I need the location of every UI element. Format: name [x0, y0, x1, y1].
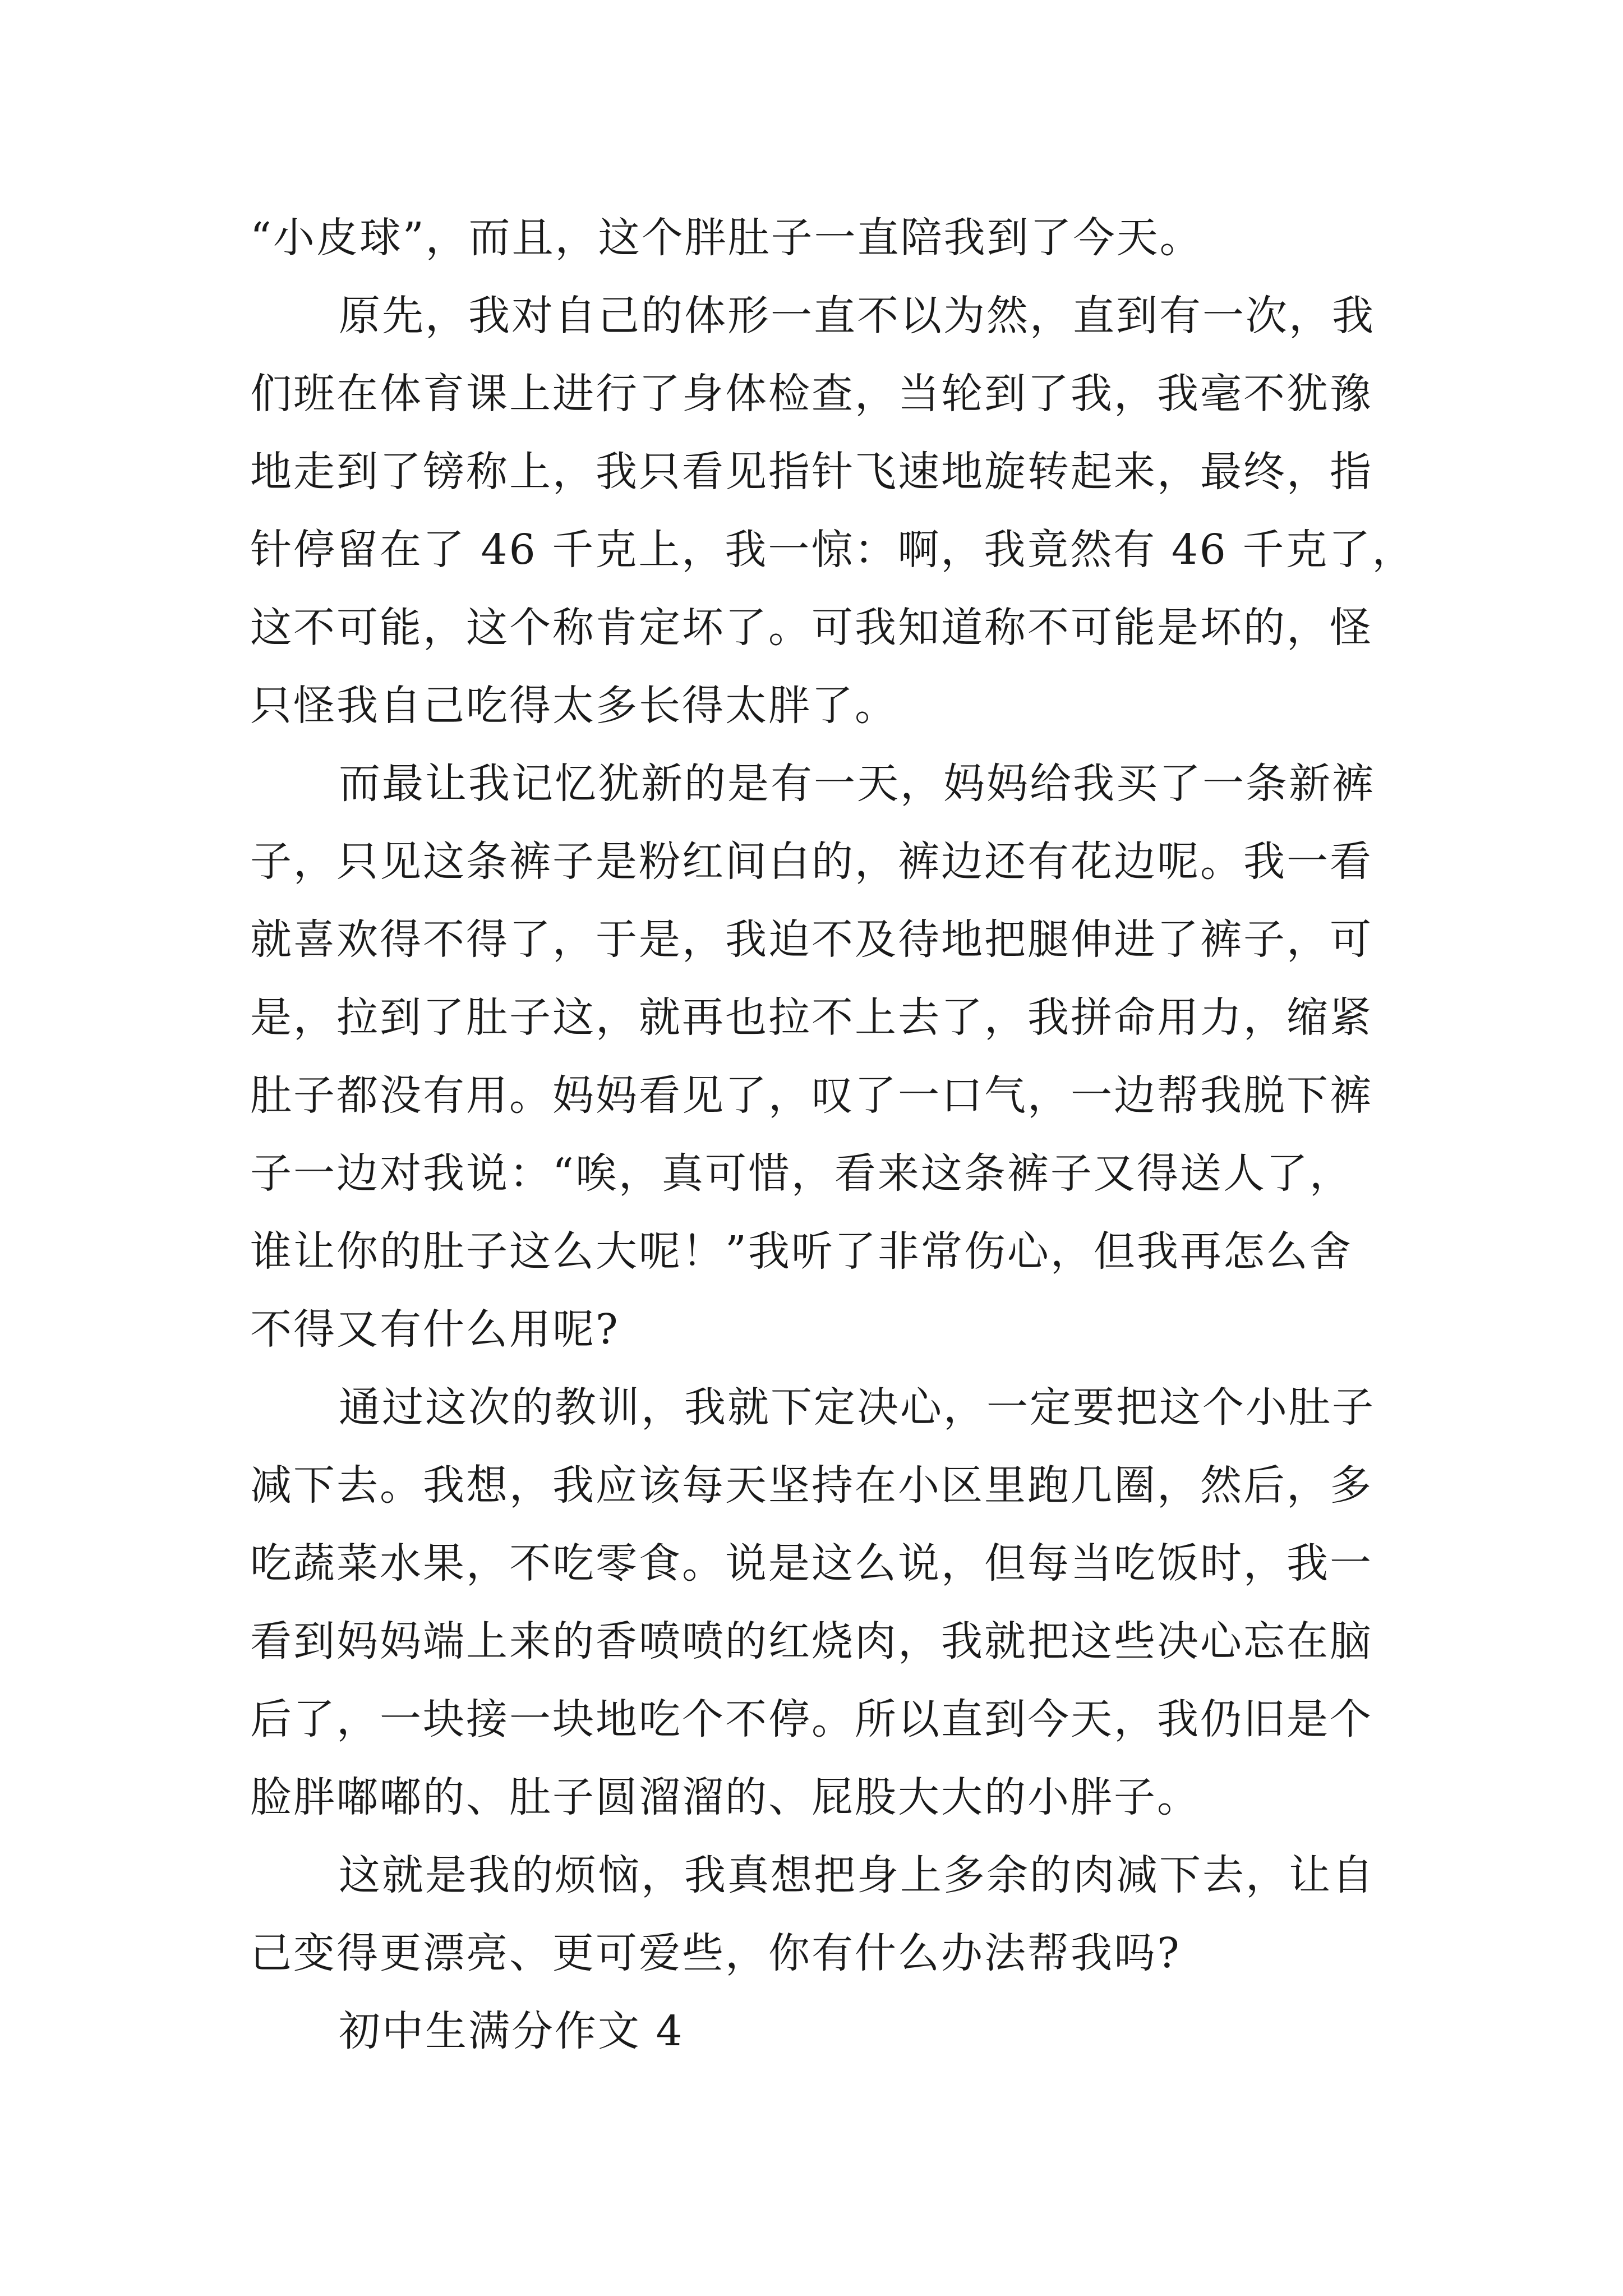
text-line: 原先，我对自己的体形一直不以为然，直到有一次，我: [339, 292, 1375, 340]
text-line: 们班在体育课上进行了身体检查，当轮到了我，我毫不犹豫: [250, 370, 1373, 418]
section-title: 初中生满分作文 4: [339, 2007, 684, 2055]
text-line: 肚子都没有用。妈妈看见了，叹了一口气，一边帮我脱下裤: [250, 1071, 1373, 1120]
text-line: 己变得更漂亮、更可爱些，你有什么办法帮我吗?: [250, 1929, 1181, 1977]
text-line: 而最让我记忆犹新的是有一天，妈妈给我买了一条新裤: [339, 760, 1375, 808]
text-line: 地走到了镑称上，我只看见指针飞速地旋转起来，最终，指: [250, 448, 1373, 496]
text-line: 谁让你的肚子这么大呢！”我听了非常伤心，但我再怎么舍: [250, 1227, 1353, 1276]
text-line: 减下去。我想，我应该每天坚持在小区里跑几圈，然后，多: [250, 1461, 1373, 1510]
text-line: 子，只见这条裤子是粉红间白的，裤边还有花边呢。我一看: [250, 838, 1373, 886]
text-line: 看到妈妈端上来的香喷喷的红烧肉，我就把这些决心忘在脑: [250, 1617, 1373, 1665]
text-line: 脸胖嘟嘟的、肚子圆溜溜的、屁股大大的小胖子。: [250, 1773, 1200, 1821]
text-line: 通过这次的教训，我就下定决心，一定要把这个小肚子: [339, 1383, 1375, 1432]
text-line: 针停留在了 46 千克上，我一惊：啊，我竟然有 46 千克了，: [250, 526, 1415, 574]
text-line: 这就是我的烦恼，我真想把身上多余的肉减下去，让自: [339, 1851, 1375, 1899]
text-line: 这不可能，这个称肯定坏了。可我知道称不可能是坏的，怪: [250, 604, 1373, 652]
text-line: 吃蔬菜水果，不吃零食。说是这么说，但每当吃饭时，我一: [250, 1539, 1373, 1588]
text-line: 是，拉到了肚子这，就再也拉不上去了，我拼命用力，缩紧: [250, 993, 1373, 1042]
text-line: 就喜欢得不得了，于是，我迫不及待地把腿伸进了裤子，可: [250, 915, 1373, 964]
text-line: 不得又有什么用呢?: [250, 1305, 620, 1354]
essay-body: [250, 199, 1415, 2070]
text-line: “小皮球”，而且，这个胖肚子一直陪我到了今天。: [250, 214, 1203, 262]
text-line: 后了，一块接一块地吃个不停。所以直到今天，我仍旧是个: [250, 1695, 1373, 1743]
text-line: 子一边对我说：“唉，真可惜，看来这条裤子又得送人了，: [250, 1149, 1353, 1198]
text-line: 只怪我自己吃得太多长得太胖了。: [250, 682, 898, 730]
